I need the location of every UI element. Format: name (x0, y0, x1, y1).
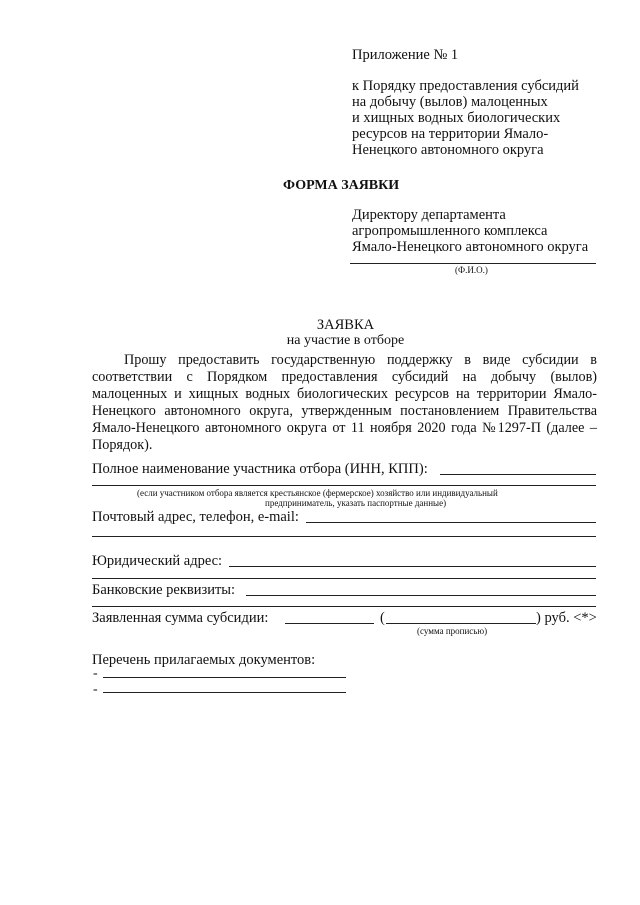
attachment-item-dash: - (93, 666, 98, 681)
bank-details-input-line[interactable] (246, 595, 596, 596)
bank-details-input-line-2[interactable] (92, 606, 596, 607)
amount-words-input-line[interactable] (386, 623, 536, 624)
appendix-reference (352, 78, 579, 158)
legal-address-input-line-2[interactable] (92, 578, 596, 579)
fio-line[interactable] (350, 263, 596, 264)
amount-label: Заявленная сумма субсидии: (92, 610, 269, 626)
amount-suffix: ) руб. <*> (536, 610, 597, 626)
body-line: Ямало-Ненецкого автономного округа от 11 ноября 2020 года №1297-П (далее – (92, 420, 597, 436)
appendix-line: к Порядку предоставления субсидий (352, 78, 579, 94)
addressee-line: Директору департамента (352, 207, 506, 223)
application-body (92, 352, 597, 454)
appendix-line: ресурсов на территории Ямало- (352, 126, 549, 142)
body-line: малоценных и хищных водных биологических ресурсов на территории Ямало- (92, 386, 597, 402)
amount-caption: (сумма прописью) (417, 626, 488, 636)
body-line: Прошу предоставить государственную поддержку в виде субсидии в (124, 352, 597, 368)
attachment-item-dash: - (93, 682, 98, 697)
postal-label: Почтовый адрес, телефон, e-mail: (92, 509, 299, 525)
attachment-item-line[interactable] (103, 692, 346, 693)
full-name-note: предприниматель, указать паспортные данные) (265, 498, 447, 508)
amount-open-paren: ( (380, 610, 385, 626)
fio-caption: (Ф.И.О.) (455, 265, 488, 275)
application-subtitle: на участие в отборе (286, 333, 405, 348)
postal-input-line[interactable] (306, 522, 596, 523)
legal-address-input-line[interactable] (229, 566, 596, 567)
addressee-line: Ямало-Ненецкого автономного округа (352, 239, 589, 255)
addressee-line: агропромышленного комплекса (352, 223, 548, 239)
appendix-line: Ненецкого автономного округа (352, 142, 544, 158)
attachment-item-line[interactable] (103, 677, 346, 678)
attachments-label: Перечень прилагаемых документов: (92, 652, 316, 668)
appendix-line: на добычу (вылов) малоценных (352, 94, 548, 110)
application-title: ЗАЯВКА (316, 317, 375, 333)
body-line: соответствии с Порядком предоставления субсидий на добычу (вылов) (92, 369, 597, 385)
full-name-note: (если участником отбора является крестьянское (фермерское) хозяйство или индивидуальный (137, 488, 498, 498)
amount-digits-input-line[interactable] (285, 623, 374, 624)
form-title: ФОРМА ЗАЯВКИ (283, 178, 400, 193)
appendix-number: Приложение № 1 (352, 47, 459, 63)
full-name-input-line[interactable] (440, 474, 596, 475)
postal-input-line-2[interactable] (92, 536, 596, 537)
bank-details-label: Банковские реквизиты: (92, 582, 236, 598)
addressee-block (352, 207, 588, 255)
body-line: Порядок). (92, 437, 153, 453)
legal-address-label: Юридический адрес: (92, 553, 223, 569)
full-name-label: Полное наименование участника отбора (ИНН, КПП): (92, 461, 428, 477)
appendix-line: и хищных водных биологических (352, 110, 561, 126)
body-line: Ненецкого автономного округа, утвержденным постановлением Правительства (92, 403, 597, 419)
full-name-input-line-2[interactable] (92, 485, 596, 486)
